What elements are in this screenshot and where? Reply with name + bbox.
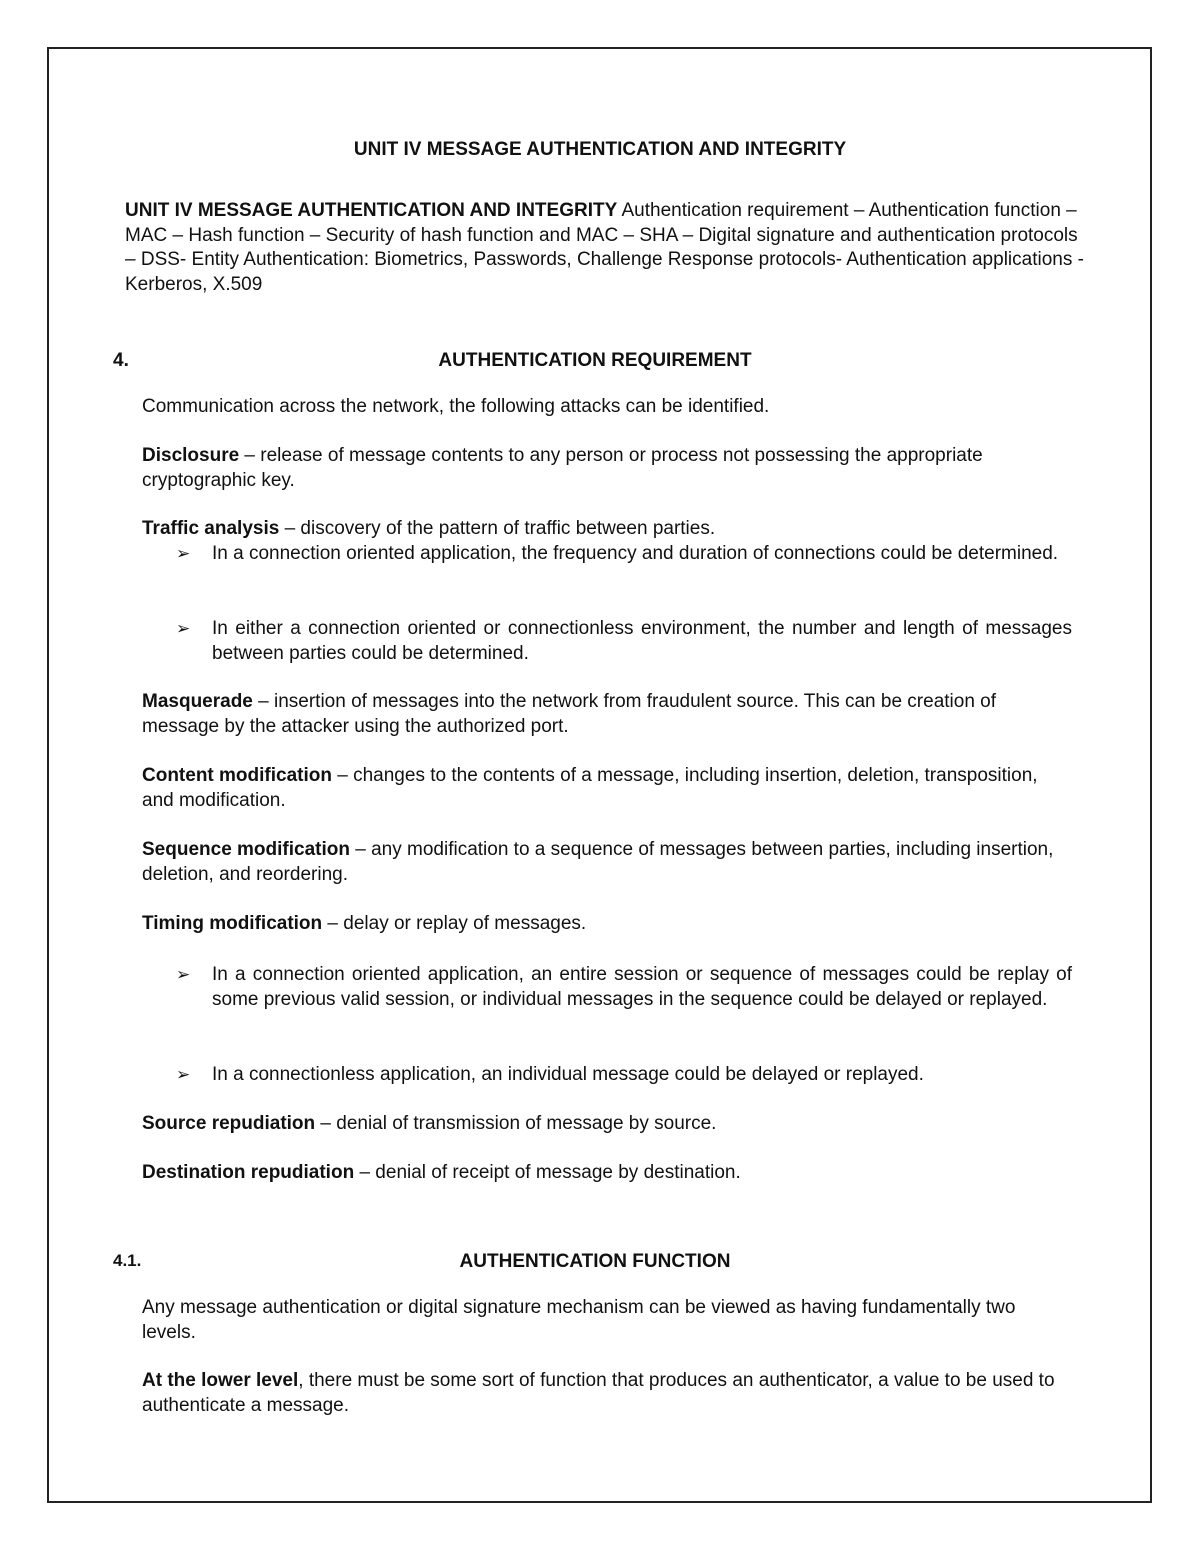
lower-level-term: At the lower level [142, 1370, 299, 1391]
source-repudiation-text: – denial of transmission of message by source. [315, 1113, 717, 1134]
bullet-arrow-icon: ➢ [176, 619, 191, 638]
timing-bullet-1 [176, 963, 1072, 1012]
traffic-analysis-paragraph [142, 517, 1062, 542]
masquerade-text: – insertion of messages into the network from fraudulent source. This can be creation of message by the attacker using the authorized port. [142, 691, 997, 737]
disclosure-paragraph [142, 444, 1062, 493]
destination-repudiation-term: Destination repudiation [142, 1162, 355, 1183]
section-4-1-lead: Any message authentication or digital signature mechanism can be viewed as having fundamentally two levels. [142, 1297, 1016, 1343]
section-4-lead: Communication across the network, the following attacks can be identified. [142, 396, 770, 417]
timing-modification-text: – delay or replay of messages. [322, 913, 587, 934]
bullet-arrow-icon: ➢ [176, 1065, 191, 1084]
traffic-bullet-2 [176, 617, 1072, 666]
sequence-modification-text: – any modification to a sequence of messages between parties, including insertion, deletion, and reordering. [142, 839, 1054, 885]
traffic-analysis-term: Traffic analysis [142, 518, 280, 539]
section-4-title: AUTHENTICATION REQUIREMENT [438, 350, 752, 371]
content-modification-paragraph [142, 764, 1062, 813]
timing-bullet-2-text: In a connectionless application, an individual message could be delayed or replayed. [212, 1064, 924, 1085]
disclosure-term: Disclosure [142, 445, 240, 466]
document-title: UNIT IV MESSAGE AUTHENTICATION AND INTEGRITY [353, 139, 847, 160]
destination-repudiation-paragraph [142, 1161, 1062, 1186]
source-repudiation-paragraph [142, 1112, 1062, 1137]
sequence-modification-paragraph [142, 838, 1062, 887]
unit-intro [125, 199, 1085, 297]
lower-level-paragraph [142, 1369, 1062, 1418]
timing-bullet-2 [176, 1063, 1072, 1088]
masquerade-paragraph [142, 690, 1062, 739]
bullet-arrow-icon: ➢ [176, 544, 191, 563]
bullet-arrow-icon: ➢ [176, 965, 191, 984]
traffic-bullet-1-text: In a connection oriented application, the frequency and duration of connections could be determined. [212, 543, 1059, 564]
content-modification-text: – changes to the contents of a message, including insertion, deletion, transposition, and modification. [142, 765, 1038, 811]
masquerade-term: Masquerade [142, 691, 253, 712]
intro-text: Authentication requirement – Authentication function – MAC – Hash function – Security of hash function and MAC – SHA – Digital signature and authentication protocols – DSS- Entity Authentication: Biometrics, Passwords, Challenge Response protocols- Authentication applications - Kerberos, X.509 [125, 200, 1084, 295]
destination-repudiation-text: – denial of receipt of message by destination. [354, 1162, 741, 1183]
timing-modification-paragraph [142, 912, 1062, 937]
traffic-bullet-2-text: In either a connection oriented or connectionless environment, the number and length of messages between parties could be determined. [212, 618, 1072, 664]
lower-level-text: , there must be some sort of function that produces an authenticator, a value to be used to authenticate a message. [142, 1370, 1055, 1416]
timing-modification-term: Timing modification [142, 913, 323, 934]
sequence-modification-term: Sequence modification [142, 839, 350, 860]
timing-bullet-1-text: In a connection oriented application, an entire session or sequence of messages could be replay of some previous valid session, or individual messages in the sequence could be delayed or replayed. [212, 964, 1072, 1010]
traffic-bullet-1 [176, 542, 1072, 567]
traffic-analysis-text: – discovery of the pattern of traffic between parties. [279, 518, 716, 539]
disclosure-text: – release of message contents to any person or process not possessing the appropriate cryptographic key. [142, 445, 983, 491]
content-modification-term: Content modification [142, 765, 332, 786]
section-4-1-number: 4.1. [113, 1251, 142, 1270]
section-4-number: 4. [113, 350, 129, 371]
source-repudiation-term: Source repudiation [142, 1113, 316, 1134]
intro-bold: UNIT IV MESSAGE AUTHENTICATION AND INTEGRITY [125, 200, 618, 221]
section-4-1-title: AUTHENTICATION FUNCTION [459, 1251, 731, 1272]
